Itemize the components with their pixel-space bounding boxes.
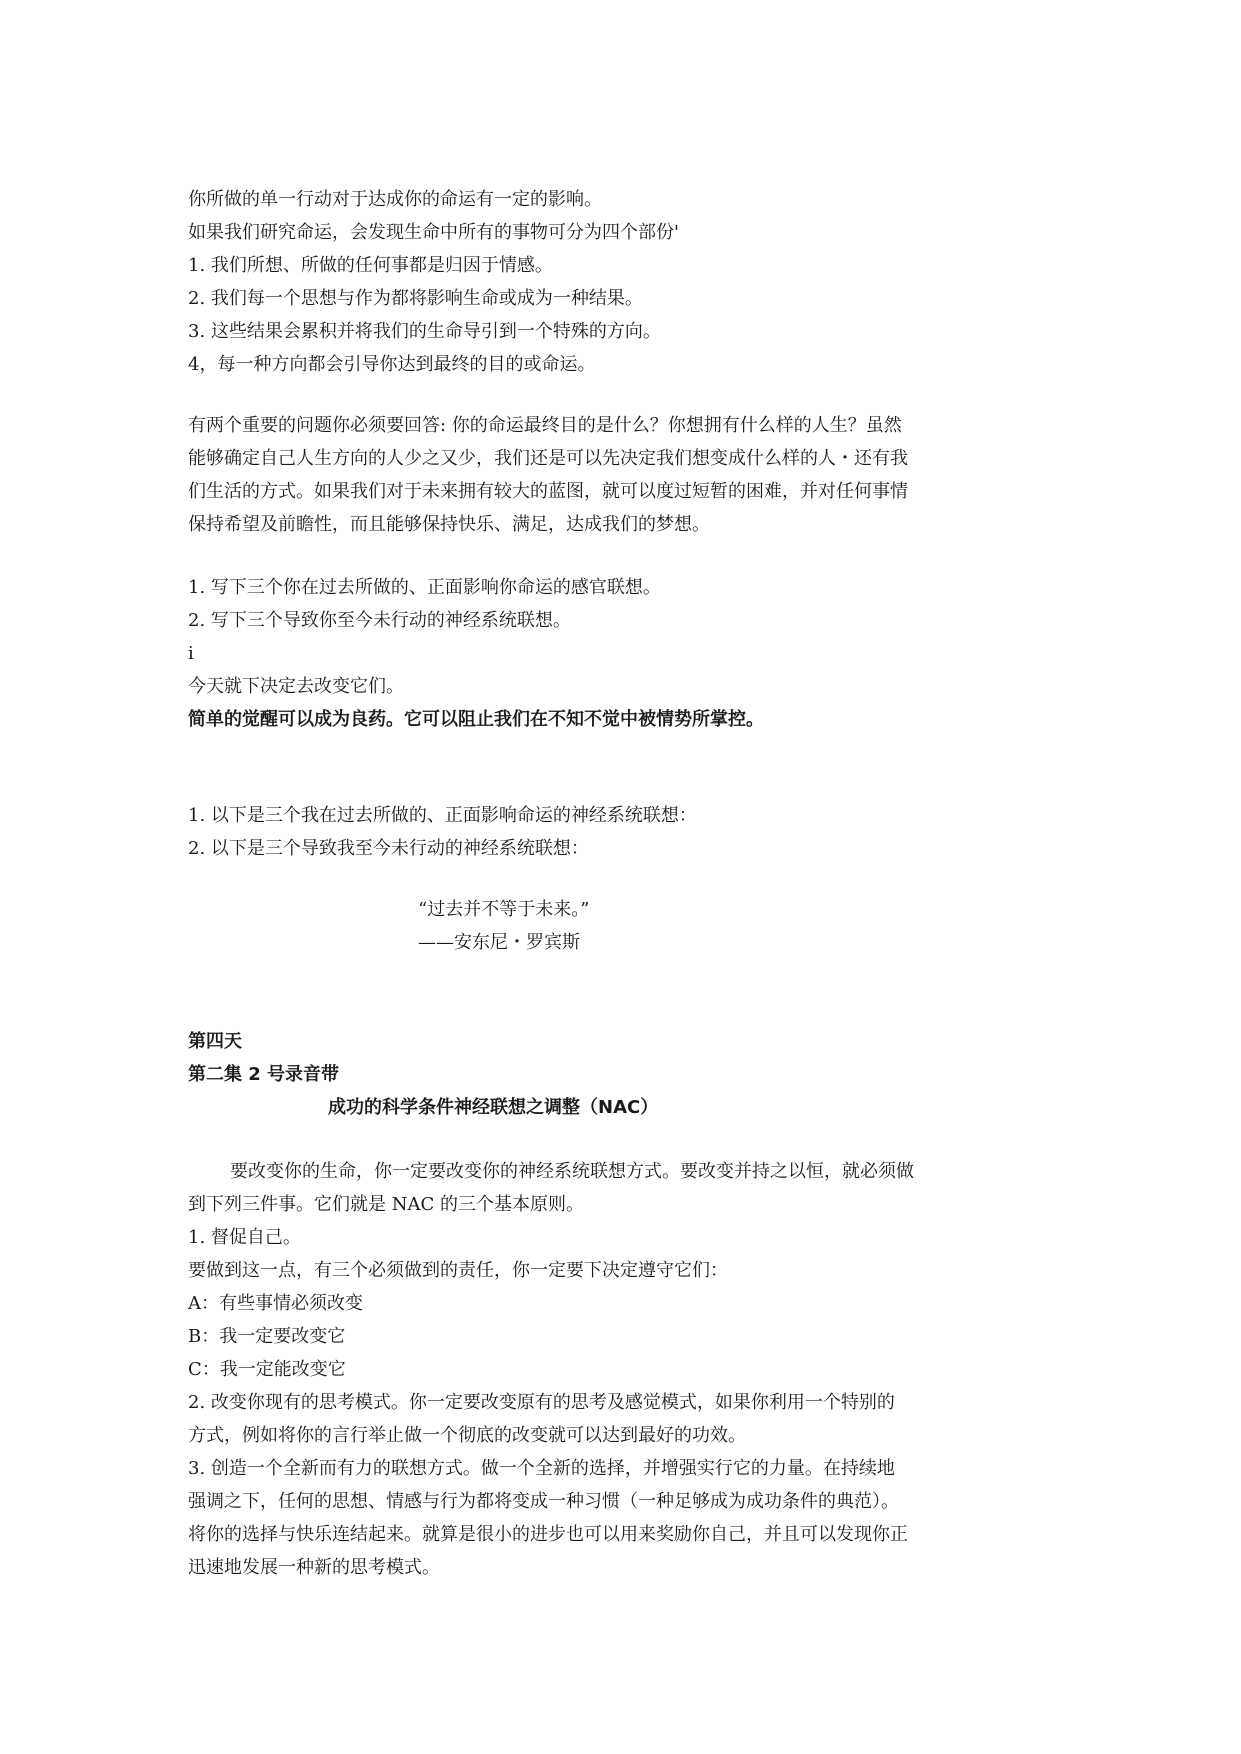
point-2-line: 方式，例如将你的言行举止做一个彻底的改变就可以达到最好的功效。	[188, 1425, 746, 1446]
paragraph-line: 保持希望及前瞻性，而且能够保持快乐、满足，达成我们的梦想。	[188, 514, 710, 535]
quote-author: ——安东尼・罗宾斯	[418, 932, 580, 953]
point-3-line: 强调之下，任何的思想、情感与行为都将变成一种习惯（一种足够成为成功条件的典范）。	[188, 1491, 899, 1512]
intro-line-2: 如果我们研究命运，会发现生命中所有的事物可分为四个部份'	[188, 222, 679, 243]
exercise-item: 1. 写下三个你在过去所做的、正面影响你命运的感官联想。	[188, 577, 661, 598]
intro-line-1: 你所做的单一行动对于达成你的命运有一定的影响。	[188, 189, 602, 210]
exercise-item: 2. 写下三个导致你至今未行动的神经系统联想。	[188, 610, 571, 631]
point-1-detail: 要做到这一点，有三个必须做到的责任，你一定要下决定遵守它们：	[188, 1260, 728, 1281]
paragraph-line: 们生活的方式。如果我们对于未来拥有较大的蓝图，就可以度过短暂的困难，并对任何事情	[188, 481, 908, 502]
quote-text: “过去并不等于未来。”	[418, 899, 590, 920]
abc-item: B：我一定要改变它	[188, 1326, 346, 1347]
point-3-line: 迅速地发展一种新的思考模式。	[188, 1557, 440, 1578]
list-item: 1. 我们所想、所做的任何事都是归因于情感。	[188, 255, 553, 276]
point-2-line: 2. 改变你现有的思考模式。你一定要改变原有的思考及感觉模式，如果你利用一个特别的	[188, 1392, 895, 1413]
answer-item: 2. 以下是三个导致我至今未行动的神经系统联想：	[188, 838, 589, 859]
intro-paragraph-line: 要改变你的生命，你一定要改变你的神经系统联想方式。要改变并持之以恒，就必须做	[230, 1161, 914, 1182]
section-title: 成功的科学条件神经联想之调整（NAC）	[328, 1097, 659, 1118]
list-item: 2. 我们每一个思想与作为都将影响生命或成为一种结果。	[188, 288, 643, 309]
point-1: 1. 督促自己。	[188, 1227, 301, 1248]
today-line: 今天就下决定去改变它们。	[188, 676, 404, 697]
bold-statement: 简单的觉醒可以成为良药。它可以阻止我们在不知不觉中被情势所掌控。	[188, 709, 764, 730]
answer-item: 1. 以下是三个我在过去所做的、正面影响命运的神经系统联想：	[188, 805, 697, 826]
intro-paragraph-line: 到下列三件事。它们就是 NAC 的三个基本原则。	[188, 1194, 584, 1215]
paragraph-line: 能够确定自己人生方向的人少之又少，我们还是可以先决定我们想变成什么样的人・还有我	[188, 448, 908, 469]
point-3-line: 将你的选择与快乐连结起来。就算是很小的进步也可以用来奖励你自己，并且可以发现你正	[188, 1524, 908, 1545]
list-item: 4，每一种方向都会引导你达到最终的目的或命运。	[188, 354, 596, 375]
list-item: 3. 这些结果会累积并将我们的生命导引到一个特殊的方向。	[188, 321, 661, 342]
paragraph-line: 有两个重要的问题你必须要回答: 你的命运最终目的是什么？你想拥有什么样的人生？虽然	[188, 415, 902, 436]
stray-character: i	[188, 643, 194, 664]
abc-item: A：有些事情必须改变	[188, 1293, 363, 1314]
point-3-line: 3. 创造一个全新而有力的联想方式。做一个全新的选择，并增强实行它的力量。在持续地	[188, 1458, 895, 1479]
tape-title: 第二集 2 号录音带	[188, 1064, 340, 1085]
abc-item: C：我一定能改变它	[188, 1359, 346, 1380]
day-title: 第四天	[188, 1031, 242, 1052]
